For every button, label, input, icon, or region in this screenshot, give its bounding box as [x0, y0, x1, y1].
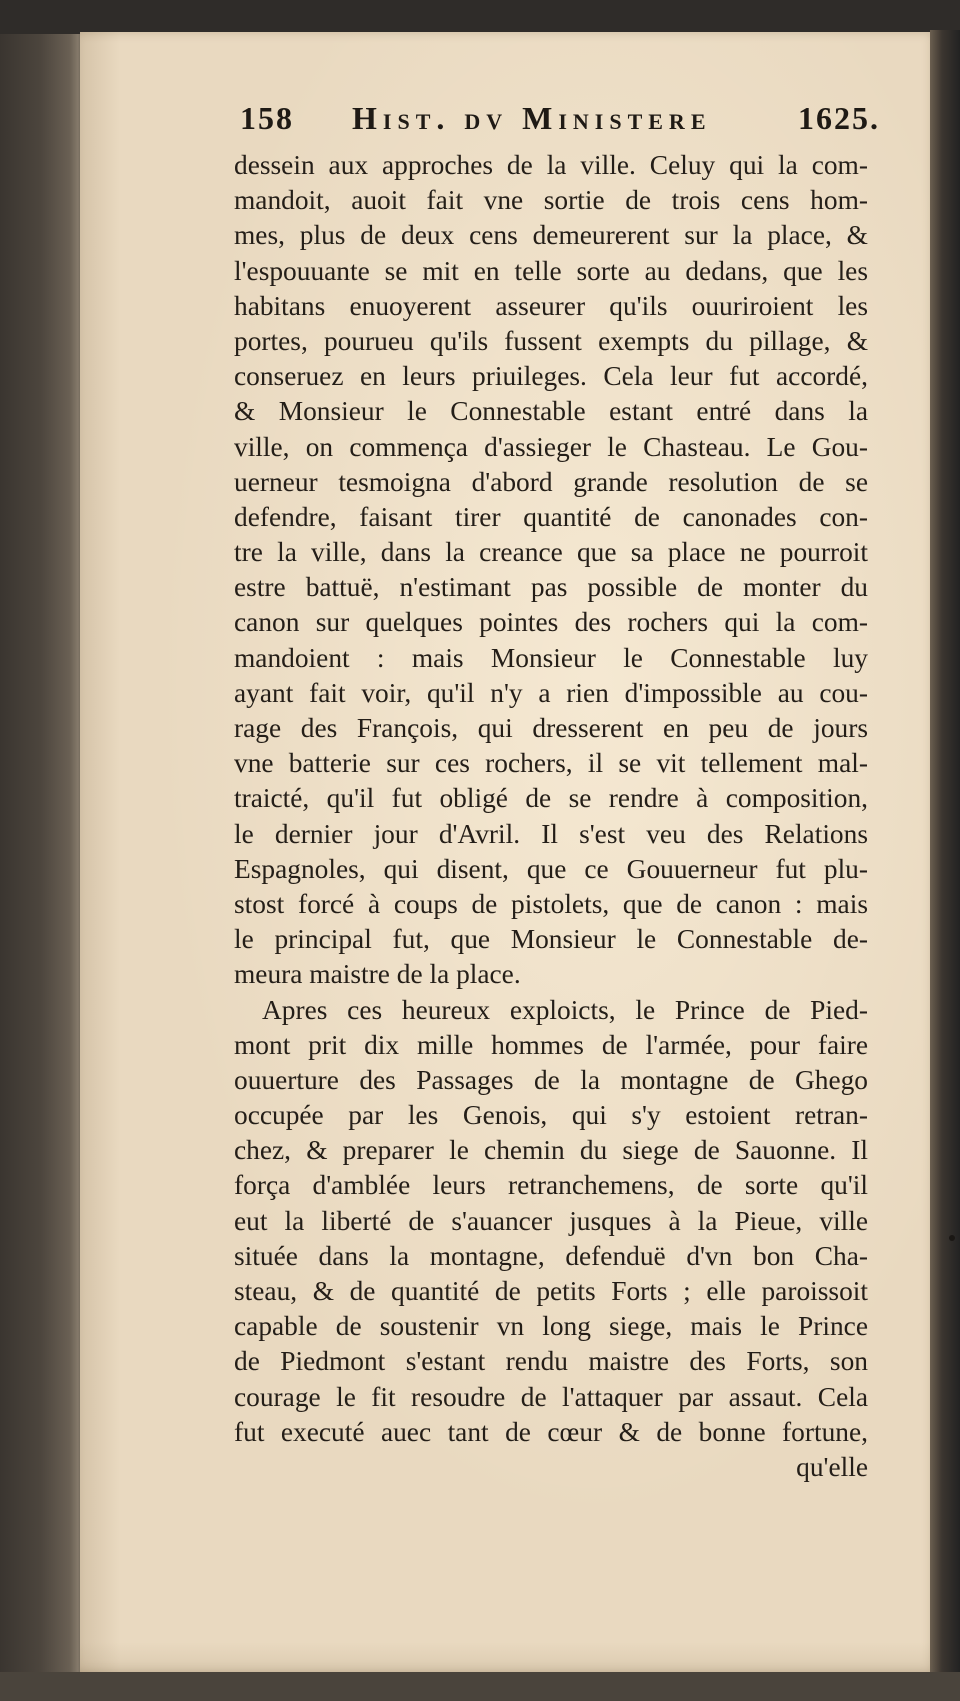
text-line: traicté, qu'il fut obligé de se rendre à composition, — [234, 783, 868, 814]
text-line: chez, & preparer le chemin du siege de Sauonne. Il — [234, 1135, 868, 1166]
text-line: steau, & de quantité de petits Forts ; elle paroissoit — [234, 1276, 868, 1306]
text-line: mont prit dix mille hommes de l'armée, pour faire — [234, 1029, 868, 1060]
text-line: vne batterie sur ces rochers, il se vit tellement mal- — [234, 748, 868, 779]
text-line: l'espouuante se mit en telle sorte au dedans, que les — [234, 255, 868, 286]
text-line: courage le fit resoudre de l'attaquer par assaut. Cela — [234, 1381, 868, 1412]
paragraph-start-line: Apres ces heureux exploicts, le Prince de Pied- — [262, 994, 868, 1025]
text-line: uerneur tesmoigna d'abord grande resolution de se — [234, 466, 868, 497]
page-number: 158 — [240, 100, 294, 136]
text-line: estre battuë, n'estimant pas possible de monter du — [234, 572, 868, 603]
text-line: ayant fait voir, qu'il n'y a rien d'impossible au cou- — [234, 677, 868, 708]
text-line: conseruez en leurs priuileges. Cela leur fut accordé, — [234, 361, 868, 392]
text-line: dessein aux approches de la ville. Celuy qui la com- — [234, 150, 868, 180]
text-line: rage des François, qui dresserent en peu de jours — [234, 713, 868, 743]
text-line: força d'amblée leurs retranchemens, de sorte qu'il — [234, 1170, 868, 1201]
text-line: eut la liberté de s'auancer jusques à la Pieue, ville — [234, 1205, 868, 1236]
ink-spot-mark — [949, 1235, 955, 1241]
text-line: le principal fut, que Monsieur le Connestable de- — [234, 924, 868, 955]
text-line: portes, pourueu qu'ils fussent exempts du pillage, & — [234, 325, 868, 356]
running-title: Hist. dv Ministere — [352, 100, 712, 136]
text-line: defendre, faisant tirer quantité de canonades con- — [234, 501, 868, 532]
text-line: & Monsieur le Connestable estant entré dans la — [234, 396, 868, 427]
scanner-bottom-border — [0, 1672, 960, 1701]
text-line: occupée par les Genois, qui s'y estoient retran- — [234, 1100, 868, 1131]
text-line: de Piedmont s'estant rendu maistre des Forts, son — [234, 1346, 868, 1377]
text-line: ville, on commença d'assieger le Chasteau. Le Gou- — [234, 431, 868, 462]
text-line: mes, plus de deux cens demeurerent sur la place, & — [234, 220, 868, 251]
text-line: ouuerture des Passages de la montagne de Ghego — [234, 1064, 868, 1095]
text-line: capable de soustenir vn long siege, mais le Prince — [234, 1311, 868, 1342]
text-line: tre la ville, dans la creance que sa place ne pourroit — [234, 537, 868, 568]
body-text — [234, 148, 868, 1485]
text-line: située dans la montagne, defenduë d'vn bon Cha- — [234, 1240, 868, 1271]
text-line: fut executé auec tant de cœur & de bonne fortune, — [234, 1416, 868, 1447]
text-line: mandoient : mais Monsieur le Connestable luy — [234, 642, 868, 673]
paragraph-end-line: meura maistre de la place. — [234, 959, 521, 990]
catchword: qu'elle — [796, 1451, 868, 1482]
scanner-top-border — [0, 0, 960, 34]
text-line: mandoit, auoit fait vne sortie de trois cens hom- — [234, 185, 868, 216]
text-line: stost forcé à coups de pistolets, que de canon : mais — [234, 888, 868, 919]
text-line: canon sur quelques pointes des rochers qui la com- — [234, 607, 868, 638]
text-line: habitans enuoyerent asseurer qu'ils ouuriroient les — [234, 290, 868, 321]
header-year: 1625. — [798, 100, 880, 136]
text-line: Espagnoles, qui disent, que ce Gouuerneur fut plu- — [234, 853, 868, 884]
page-header — [240, 100, 880, 144]
text-line: le dernier jour d'Avril. Il s'est veu des Relations — [234, 818, 868, 849]
book-fore-edge — [930, 30, 960, 1701]
